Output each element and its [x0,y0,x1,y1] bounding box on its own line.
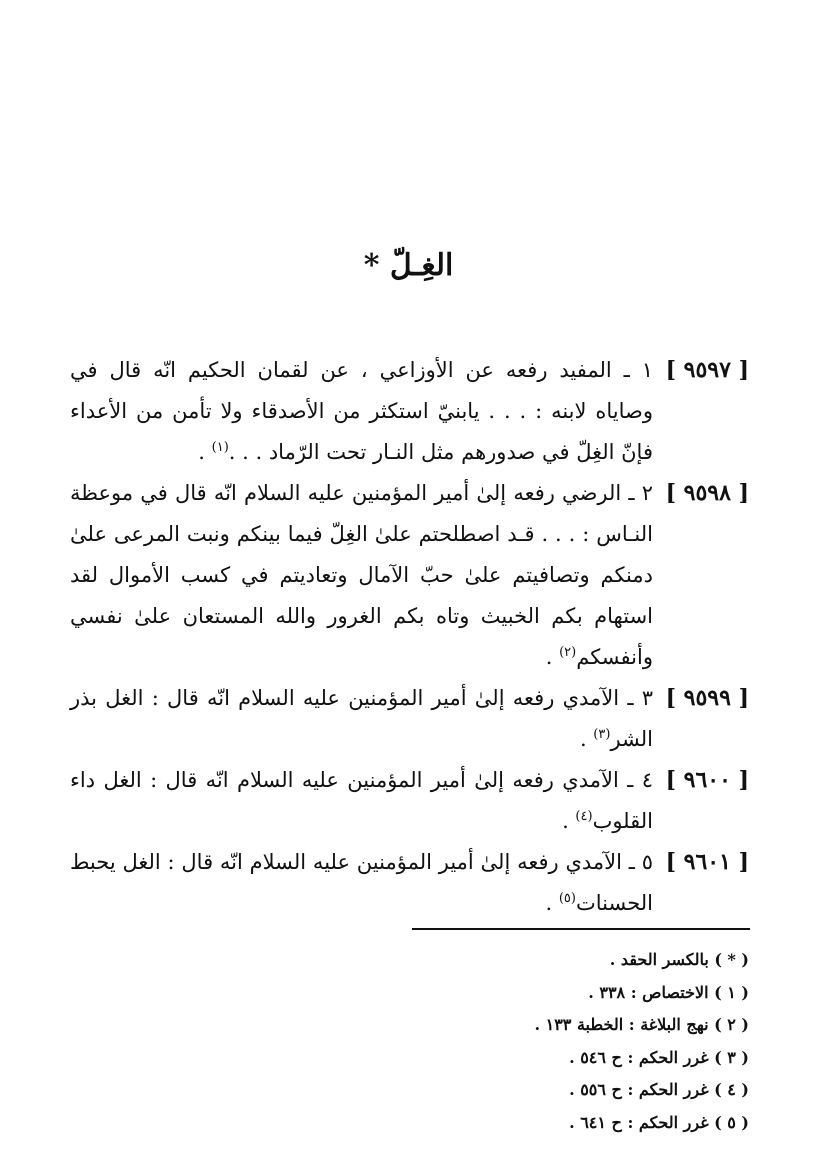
hadith-end: . [545,891,559,915]
hadith-end: . [198,440,212,464]
hadith-entry [70,350,749,473]
hadith-end: . [562,809,576,833]
footnote-ref: (٤) [575,809,593,824]
hadith-text: ٤ ـ الآمدي رفعه إلىٰ أمير المؤمنين عليه السلام انّه قال : الغل داء القلوب [70,768,653,833]
footnote-ref: (٢) [559,645,577,660]
hadith-number: [ ٩٥٩٧ ] [665,357,749,383]
hadith-end: . [579,727,594,751]
footnote-ref: (٥) [558,891,576,906]
footnote-ref: (٣) [593,727,611,742]
hadith-entry [70,842,749,924]
hadith-text: ٣ ـ الآمدي رفعه إلىٰ أمير المؤمنين عليه السلام انّه قال : الغل بذر الشر [70,686,653,751]
footnote: ( ١ ) الاختصاص : ٣٣٨ . [588,982,749,1002]
hadith-text: ٥ ـ الآمدي رفعه إلىٰ أمير المؤمنين عليه السلام انّه قال : الغل يحبط الحسنات [70,850,653,915]
hadith-entry [70,678,749,760]
hadith-text: ٢ ـ الرضي رفعه إلىٰ أمير المؤمنين عليه السلام انّه قال في موعظة النـاس : . . . قـد اصطلحتم علىٰ الغِلّ فيما بينكم ونبت المرعى علىٰ دمنكم وتصافيتم علىٰ حبّ الآمال وتعاديتم في كسب الأموال لقد استهام بكم الخبيث وتاه بكم الغرور والله المستعان علىٰ نفسي وأنفسكم [70,481,653,669]
chapter-title: الغِـلّ * [363,248,454,283]
footnote: ( ٥ ) غرر الحكم : ح ٦٤١ . [569,1112,749,1132]
hadith-entry [70,760,749,842]
footnote: ( ٢ ) نهج البلاغة : الخطبة ١٣٣ . [534,1015,749,1034]
hadith-list [70,350,749,924]
hadith-number: [ ٩٥٩٨ ] [665,480,749,506]
footnotes [329,944,749,1139]
footnote: ( ٣ ) غرر الحكم : ح ٥٤٦ . [569,1047,749,1067]
hadith-number: [ ٩٦٠٠ ] [665,767,749,793]
footnote: ( * ) بالكسر الحقد . [609,950,749,969]
footnote-ref: (١) [211,440,229,455]
footnote-divider [412,928,750,930]
hadith-number: [ ٩٦٠١ ] [665,849,749,875]
footnote: ( ٤ ) غرر الحكم : ح ٥٥٦ . [569,1080,749,1099]
hadith-entry [70,473,749,678]
hadith-end: . [545,645,560,669]
hadith-number: [ ٩٥٩٩ ] [665,685,749,711]
hadith-text: ١ ـ المفيد رفعه عن الأوزاعي ، عن لقمان الحكيم انّه قال في وصاياه لابنه : . . . يابنيّ استكثر من الأصدقاء ولا تأمن من الأعداء فإنّ الغِلّ في صدورهم مثل النـار تحت الرّماد . . . [70,358,653,464]
